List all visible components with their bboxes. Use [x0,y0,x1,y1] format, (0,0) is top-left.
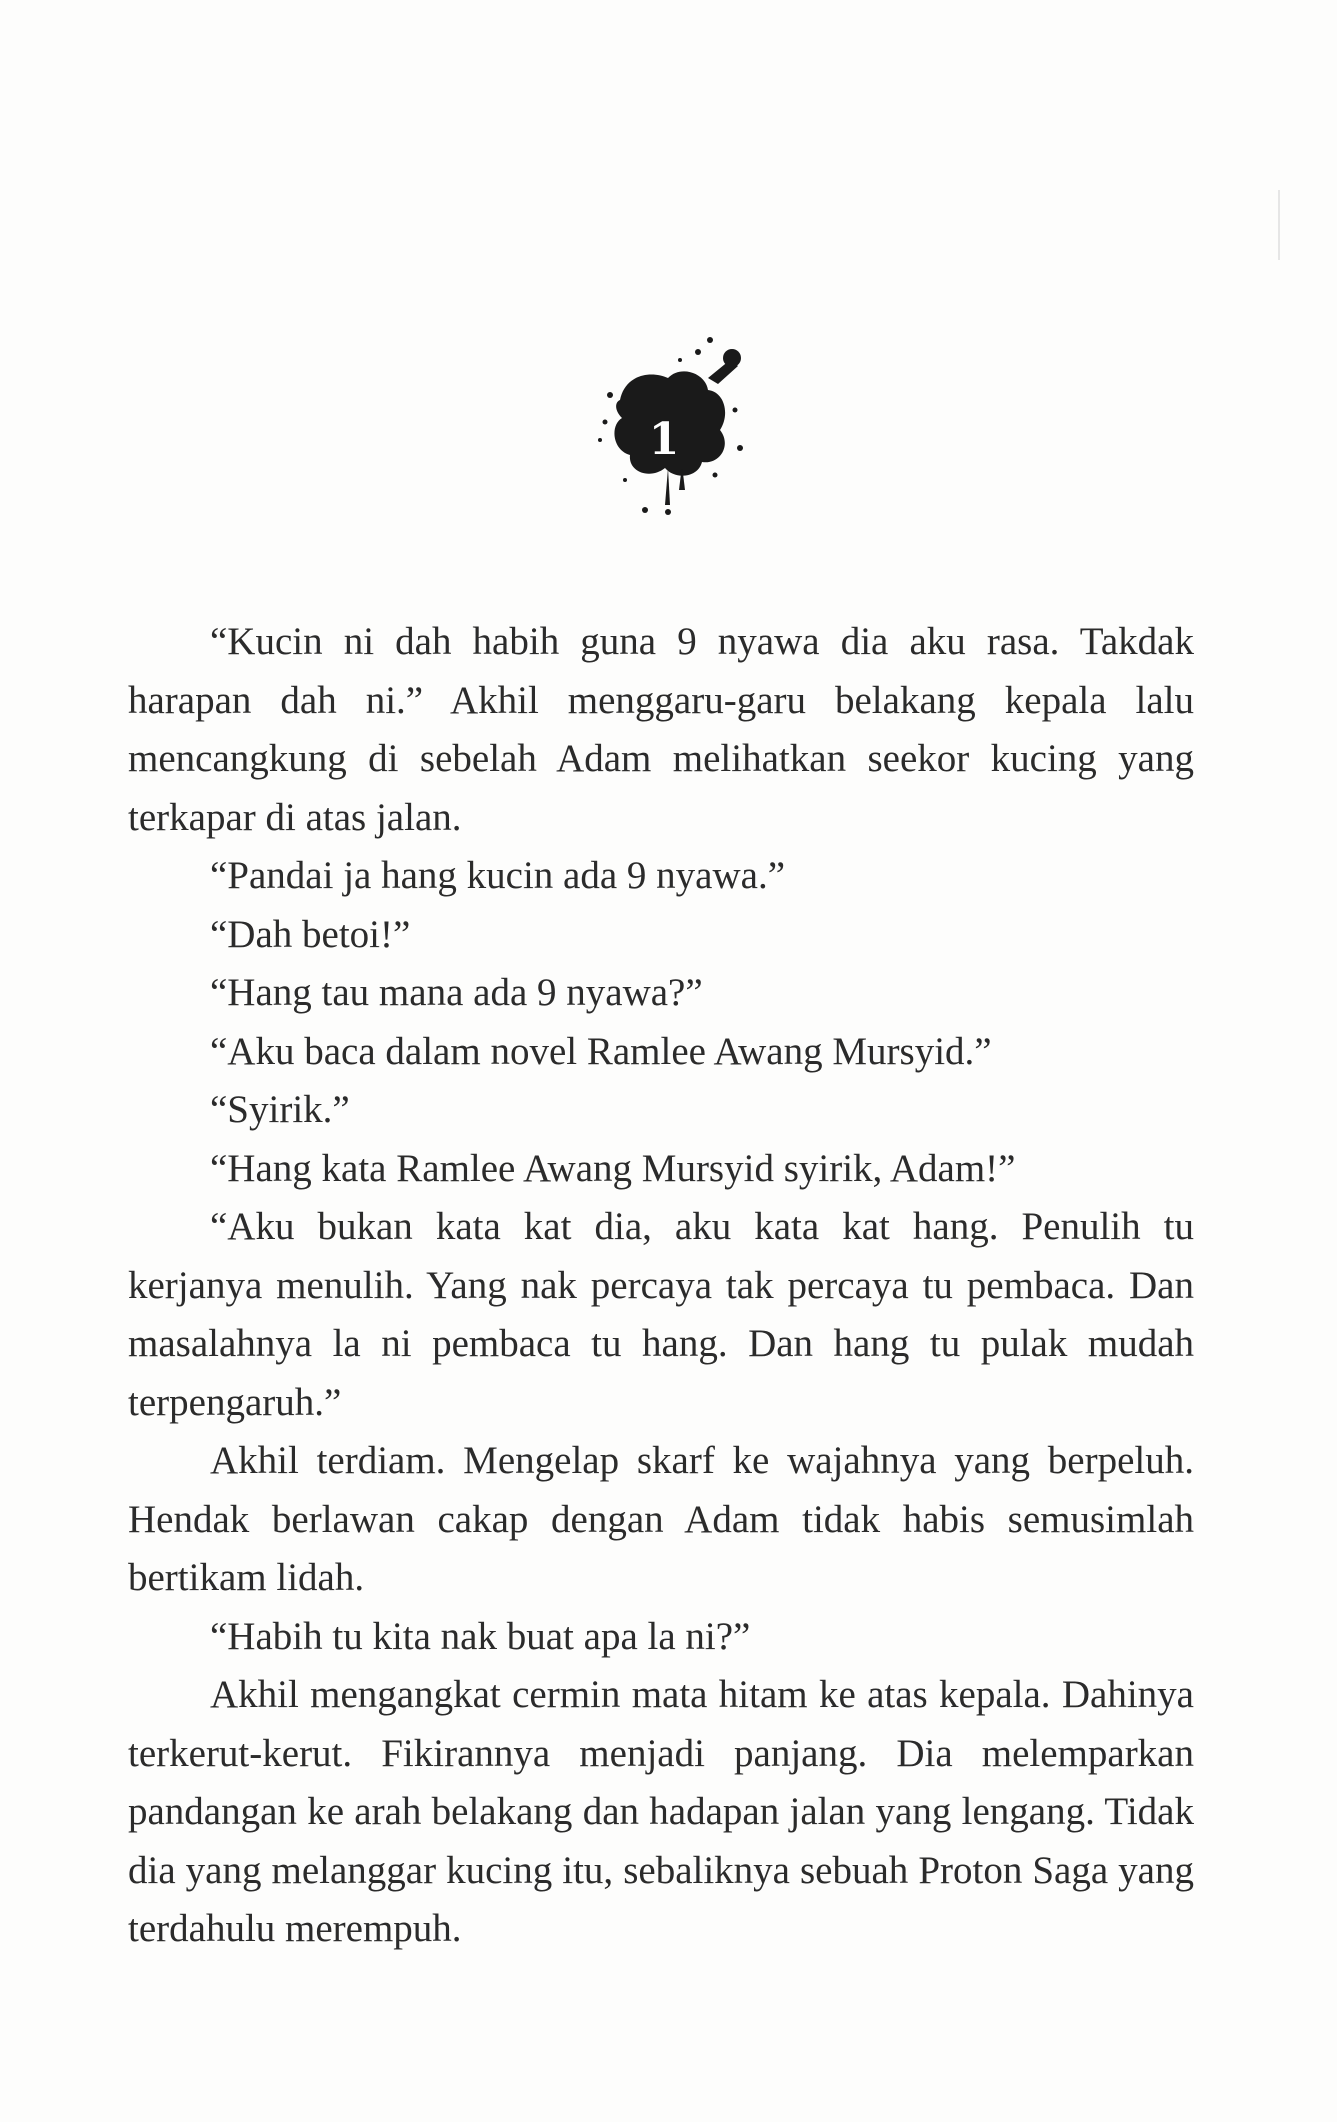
paragraph: “Dah betoi!” [210,912,411,956]
page-edge-mark [1278,190,1280,260]
paragraph: “Hang tau mana ada 9 nyawa?” [210,971,703,1014]
paragraph: Akhil terdiam. Mengelap skarf ke wajahnya yang berpeluh. Hendak berlawan cakap dengan Adam tidak habis semusimlah bertikam lidah. [128,1439,1194,1599]
paragraph: “Syirik.” [210,1088,350,1131]
paragraph: “Hang kata Ramlee Awang Mursyid syirik, Adam!” [210,1146,1016,1190]
chapter-number: 1 [648,414,680,465]
paragraph: Akhil mengangkat cermin mata hitam ke atas kepala. Dahinya terkerut-kerut. Fikirannya menjadi panjang. Dia melemparkan pandangan ke arah belakang dan hadapan jalan yang lengang. Tidak dia yang melanggar kucing itu, sebaliknya sebuah Proton Saga yang terdahulu merempuh. [128,1673,1194,1950]
chapter-body [128,613,1194,1959]
chapter-heading [580,330,760,530]
paragraph: “Aku baca dalam novel Ramlee Awang Mursyid.” [210,1029,992,1073]
paragraph: “Aku bukan kata kat dia, aku kata kat hang. Penulih tu kerjanya menulih. Yang nak percaya tak percaya tu pembaca. Dan masalahnya la ni pembaca tu hang. Dan hang tu pulak mudah terpengaruh.” [128,1205,1194,1424]
paragraph: “Habih tu kita nak buat apa la ni?” [210,1614,751,1658]
paragraph: “Kucin ni dah habih guna 9 nyawa dia aku rasa. Takdak harapan dah ni.” Akhil menggaru-garu belakang kepala lalu mencangkung di sebelah Adam melihatkan seekor kucing yang terkapar di atas jalan. [128,620,1194,839]
paragraph: “Pandai ja hang kucin ada 9 nyawa.” [210,854,786,897]
